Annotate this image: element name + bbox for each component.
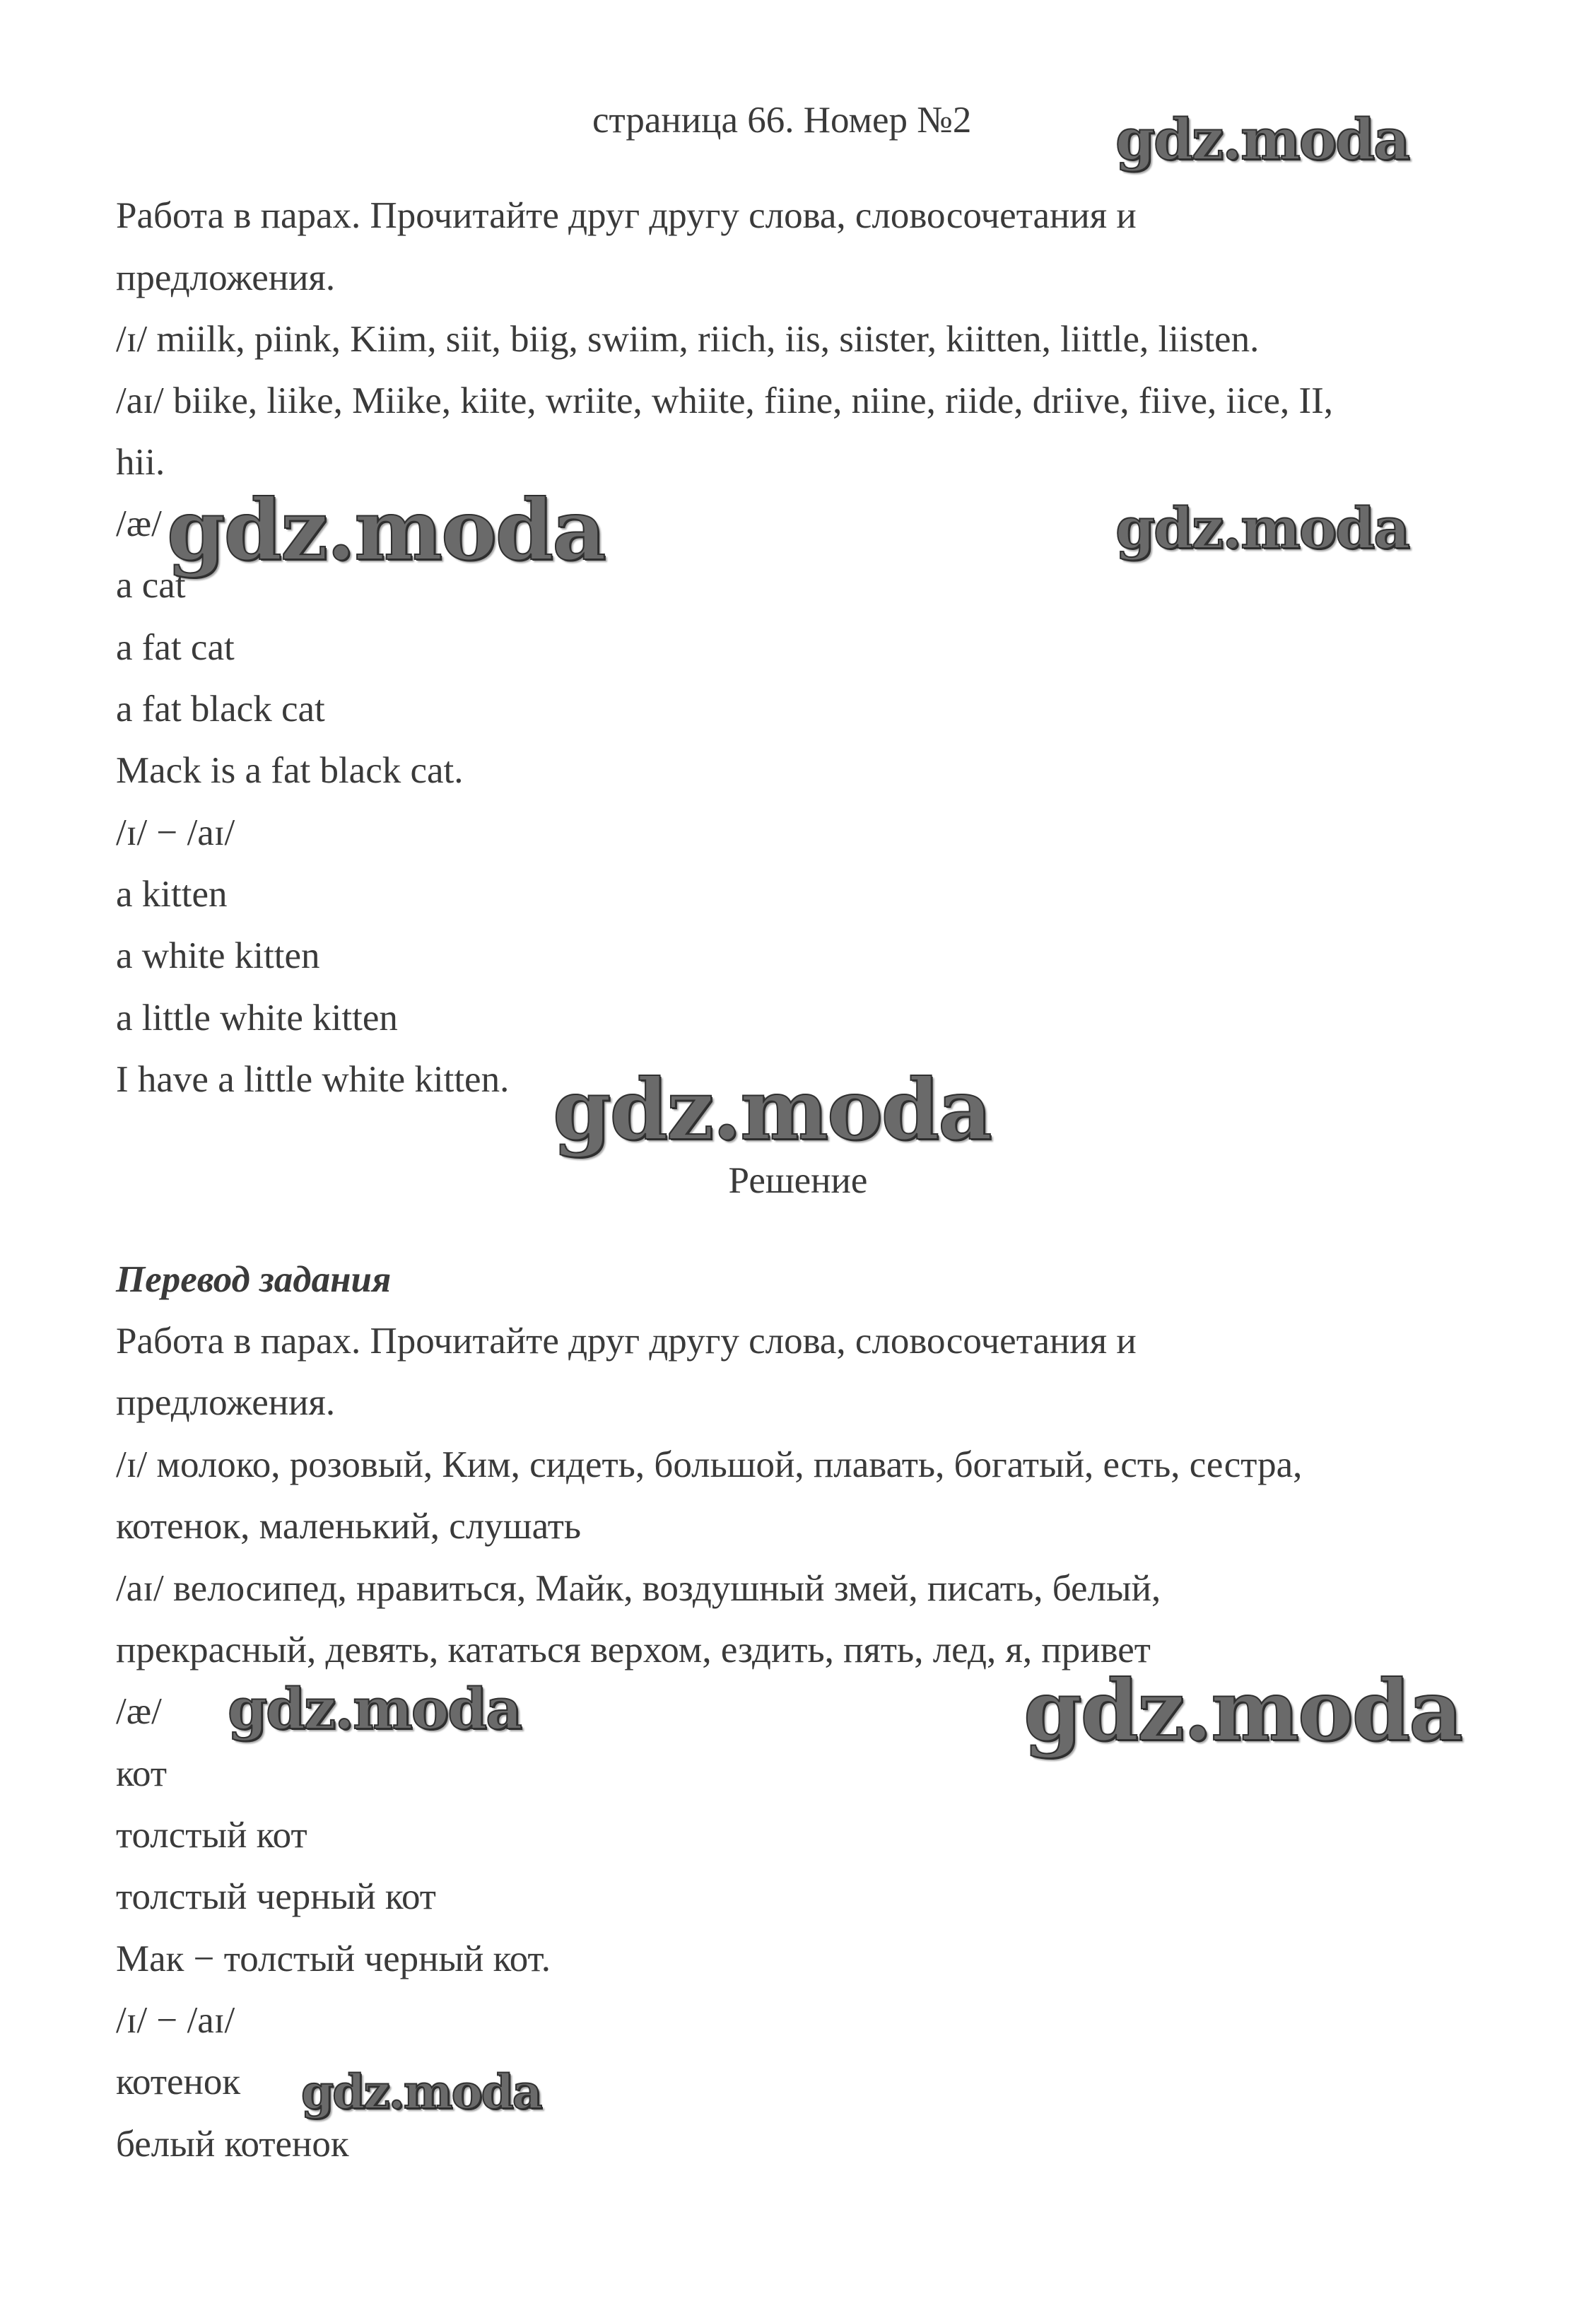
solution-line: толстый черный кот [116,1876,436,1917]
solution-line: /aɪ/ велосипед, нравиться, Майк, воздушный змей, писать, белый, [116,1568,1161,1609]
solution-line: Работа в парах. Прочитайте друг другу слова, словосочетания и [116,1321,1137,1362]
task-line: hii. [116,442,165,483]
page-title: страница 66. Номер №2 [592,100,972,141]
task-line: a white kitten [116,935,320,976]
watermark-logo: gdz.moda [228,1675,521,1742]
task-line: a little white kitten [116,997,398,1039]
solution-line: /ɪ/ − /aɪ/ [116,2000,235,2041]
watermark-logo: gdz.moda [1023,1661,1462,1760]
watermark-logo: gdz.moda [1115,495,1409,561]
solution-line: котенок [116,2061,241,2102]
solution-line: кот [116,1753,168,1794]
solution-line: толстый кот [116,1815,307,1856]
solution-heading: Решение [728,1160,868,1201]
task-line: I have a little white kitten. [116,1059,510,1100]
solution-line: белый котенок [116,2124,349,2165]
task-line: /ɪ/ miilk, piink, Kiim, siit, biig, swiim, riich, iis, siister, kiitten, liittle, liisten. [116,319,1260,360]
solution-line: предложения. [116,1382,336,1423]
watermark-logo: gdz.moda [1115,106,1409,172]
task-line: a cat [116,565,186,606]
solution-line: /æ/ [116,1691,162,1732]
task-line: a fat cat [116,627,235,668]
task-line: Работа в парах. Прочитайте друг другу слова, словосочетания и [116,195,1137,236]
task-line: /æ/ [116,503,162,544]
task-line: /ɪ/ − /aɪ/ [116,812,235,853]
solution-line: котенок, маленький, слушать [116,1506,582,1547]
task-line: /aɪ/ biike, liike, Miike, kiite, wriite, whiite, fiine, niine, riide, driive, fiive, iice, II, [116,380,1334,421]
task-line: предложения. [116,257,336,298]
task-line: a kitten [116,874,228,915]
solution-line: прекрасный, девять, кататься верхом, ездить, пять, лед, я, привет [116,1630,1151,1671]
task-line: Mack is a fat black cat. [116,750,464,791]
watermark-logo: gdz.moda [553,1060,991,1159]
solution-line: /ɪ/ молоко, розовый, Ким, сидеть, большой, плавать, богатый, есть, сестра, [116,1444,1303,1485]
solution-line: Мак − толстый черный кот. [116,1938,551,1979]
translation-heading: Перевод задания [116,1259,392,1300]
watermark-logo: gdz.moda [301,2064,541,2119]
watermark-logo: gdz.moda [167,481,605,579]
task-line: a fat black cat [116,689,325,730]
